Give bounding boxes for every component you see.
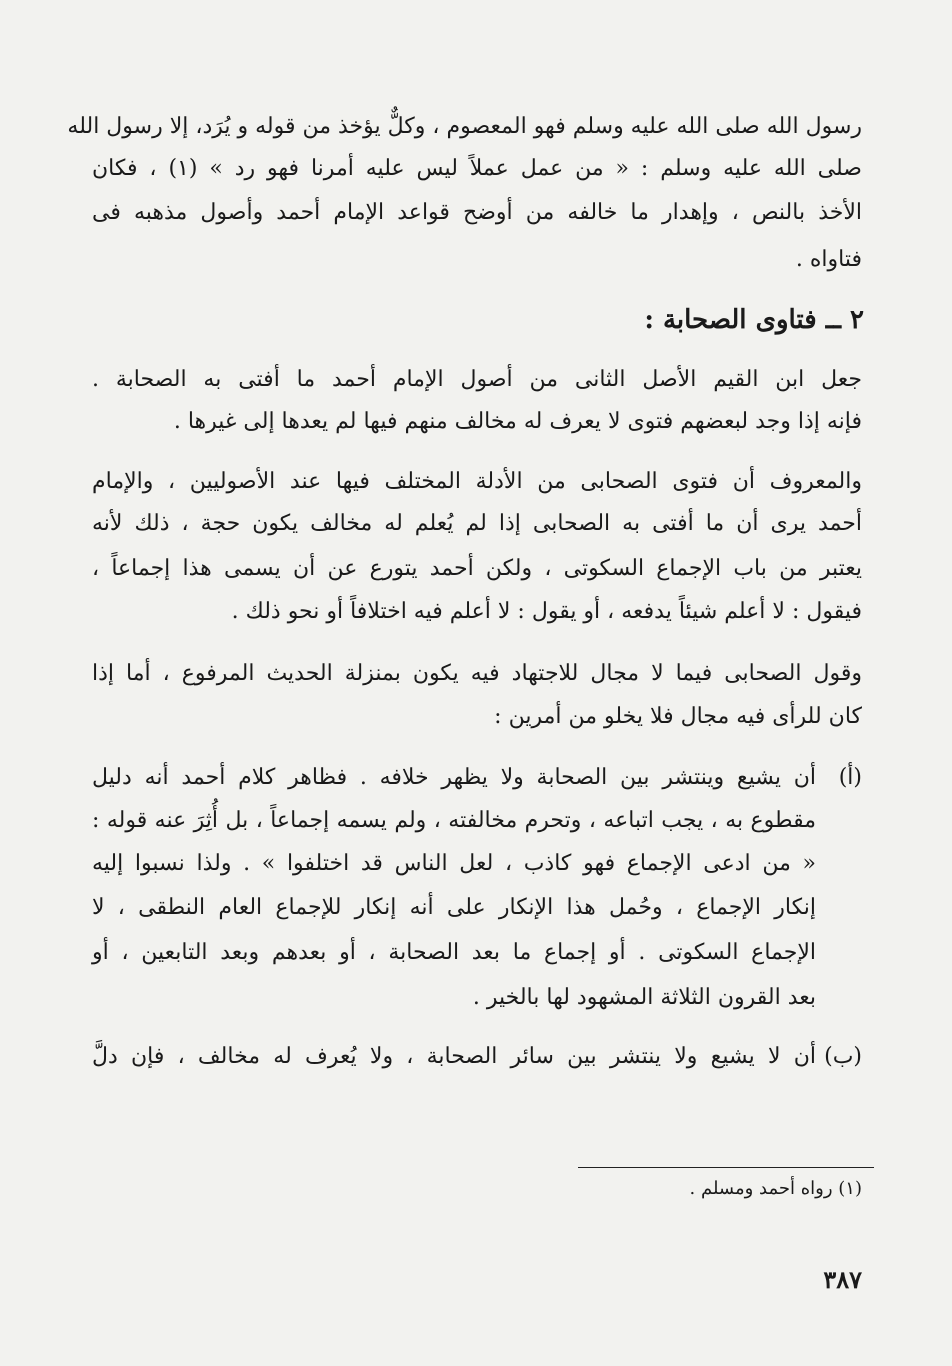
list-item-a-line-3: « من ادعى الإجماع فهو كاذب ، لعل الناس قد اختلفوا » . ولذا نسبوا إليه — [92, 851, 816, 876]
paragraph-3-line-1: وقول الصحابى فيما لا مجال للاجتهاد فيه يكون بمنزلة الحديث المرفوع ، أما إذا — [92, 661, 862, 686]
paragraph-2-line-4: فيقول : لا أعلم شيئاً يدفعه ، أو يقول : لا أعلم فيه اختلافاً أو نحو ذلك . — [231, 599, 862, 624]
intro-line-4: فتاواه . — [795, 247, 862, 272]
list-item-a — [92, 758, 862, 798]
list-marker-b: (ب) — [824, 1044, 862, 1069]
intro-line-2: صلى الله عليه وسلم : « من عمل عملاً ليس عليه أمرنا فهو رد » (١) ، فكان — [92, 156, 862, 181]
footnote: (١) رواه أحمد ومسلم . — [689, 1178, 862, 1199]
intro-line-3: الأخذ بالنص ، وإهدار ما خالفه من أوضح قواعد الإمام أحمد وأصول مذهبه فى — [92, 200, 862, 225]
paragraph-1-line-2: فإنه إذا وجد لبعضهم فتوى لا يعرف له مخالف منهم فيها لم يعدها إلى غيرها . — [173, 409, 862, 434]
list-item-a-line-2: مقطوع به ، يجب اتباعه ، وتحرم مخالفته ، ولم يسمه إجماعاً ، بل أُثِرَ عنه قوله : — [92, 808, 816, 833]
list-item-a-line-5: الإجماع السكوتى . أو إجماع ما بعد الصحابة ، أو بعدهم وبعد التابعين ، أو — [92, 940, 816, 965]
paragraph-2-line-3: يعتبر من باب الإجماع السكوتى ، ولكن أحمد يتورع عن أن يسمى هذا إجماعاً ، — [92, 556, 862, 581]
list-marker-a: (أ) — [838, 765, 862, 790]
paragraph-1-line-1: جعل ابن القيم الأصل الثانى من أصول الإمام أحمد ما أفتى به الصحابة . — [92, 367, 862, 392]
list-item-a-line-4: إنكار الإجماع ، وحُمل هذا الإنكار على أنه إنكار للإجماع العام النطقى ، لا — [92, 895, 816, 920]
paragraph-2-line-2: أحمد يرى أن ما أفتى به الصحابى إذا لم يُعلم له مخالف يكون حجة ، ذلك لأنه — [92, 511, 862, 536]
footnote-divider — [578, 1167, 874, 1168]
list-item-a-line-6: بعد القرون الثلاثة المشهود لها بالخير . — [472, 985, 816, 1010]
paragraph-3-line-2: كان للرأى فيه مجال فلا يخلو من أمرين : — [494, 704, 862, 729]
intro-line-1: رسول الله صلى الله عليه وسلم فهو المعصوم ، وكلٌّ يؤخذ من قوله و يُرَد، إلا رسول الله — [67, 114, 862, 139]
page-number: ٣٨٧ — [823, 1265, 862, 1294]
section-heading: ٢ ــ فتاوى الصحابة : — [644, 305, 864, 335]
paragraph-2-line-1: والمعروف أن فتوى الصحابى من الأدلة المختلف فيها عند الأصوليين ، والإمام — [92, 469, 862, 494]
list-item-b-line-1: أن لا يشيع ولا ينتشر بين سائر الصحابة ، ولا يُعرف له مخالف ، فإن دلَّ — [92, 1044, 816, 1069]
list-item-a-line-1: أن يشيع وينتشر بين الصحابة ولا يظهر خلافه . فظاهر كلام أحمد أنه دليل — [92, 765, 816, 790]
list-item-b — [92, 1037, 862, 1077]
